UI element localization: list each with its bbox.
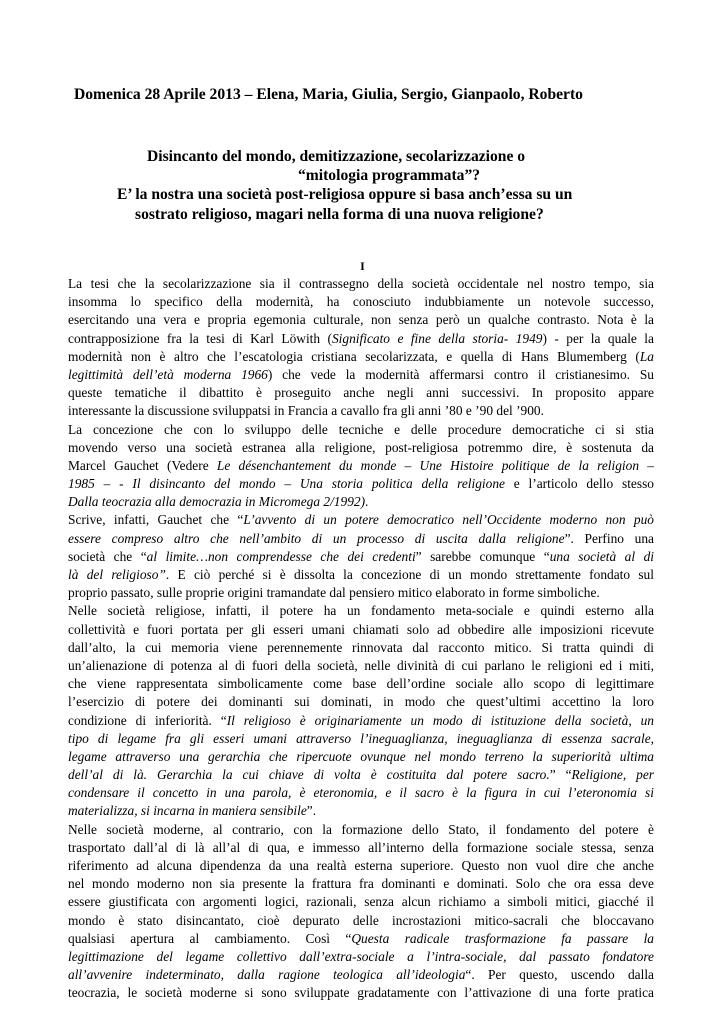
text-line: Scrive, infatti, Gauchet che “L’avvento di un potere democratico nell’Occidente moderno non può — [68, 512, 654, 528]
text-line: riferimento ad alcuna dipendenza da una realtà esterna superiore. Questo non vuol dire che anche — [68, 858, 654, 873]
paragraph-4 — [68, 602, 654, 820]
paragraph-5 — [68, 821, 654, 1003]
text-line: Dalla teocrazia alla democrazia in Micromega 2/1992). — [68, 494, 369, 510]
paragraph-2 — [68, 421, 654, 512]
text-line: Nelle società moderne, al contrario, con la formazione dello Stato, il fondamento del potere è — [68, 821, 654, 837]
text-line: interessante la discussione sviluppatsi in Francia a cavallo fra gli anni ’80 e ’90 del ’900. — [68, 403, 544, 419]
text-line: legittimità dell’età moderna 1966) che vede la modernità affermarsi contro il cristianesimo. Su — [68, 366, 654, 382]
text-line: modernità non è altro che l’escatologia cristiana secolarizzata, e quella di Hans Blumemberg (La — [68, 348, 654, 364]
text-line: contrapposizione fra la tesi di Karl Löwith (Significato e fine della storia- 1949) - per la quale la — [68, 330, 654, 346]
text-line: là del religioso”. E ciò perché si è dissolta la concezione di un mondo strettamente fondato sul — [68, 567, 654, 582]
text-line: esercitando una vera e propria egemonia culturale, non senza però un qualche contrasto. Nota è la — [68, 312, 654, 328]
text-line: trasportato dall’al di là all’al di qua, e immesso all’interno della formazione sociale stessa, senza — [68, 839, 654, 855]
text-line: essere compreso altro che nell’ambito di un processo di uscita dalla religione”. Perfino una — [68, 530, 654, 546]
title-line-3: E’ la nostra una società post-religiosa oppure si basa anch’essa su un — [117, 186, 573, 203]
text-line: mondo è stato disincantato, cioè depurato delle incrostazioni mitico-sacrali che bloccavano — [68, 912, 654, 928]
text-line: l’esercizio di potere dei dominanti sui dominati, in modo che quest’ultimi accettino la loro — [68, 694, 654, 710]
text-line: legame attraverso una gerarchia che ripercuote ovunque nel mondo terreno la superiorità ultima — [68, 748, 654, 764]
text-line: società che “al limite…non comprendesse che dei credenti” sarebbe comunque “una società al di — [68, 548, 654, 564]
paragraph-1 — [68, 275, 654, 421]
text-line: tipo di legame fra gli esseri umani attraverso l’ineguaglianza, ineguaglianza di essenza sacrale, — [68, 730, 654, 746]
text-line: Marcel Gauchet (Vedere Le désenchantement du monde – Une Histoire politique de la religion – — [68, 457, 654, 473]
text-line: teocrazia, le società moderne si sono sviluppate gradatamente con l’attivazione di una forte pratica — [68, 985, 654, 1001]
text-line: nel mondo moderno non sia presente la frattura fra dominanti e dominati. Solo che ora essa deve — [68, 876, 654, 892]
text-line: La concezione che con lo sviluppo delle tecniche e delle procedure democratiche ci si stia — [68, 421, 654, 437]
text-line: queste tematiche il dibattito è proseguito anche negli anni successivi. In proposito appare — [68, 385, 654, 401]
text-line: condizione di inferiorità. “Il religioso è originariamente un modo di istituzione della società, un — [68, 712, 654, 728]
text-line: che viene rappresentata simbolicamente come base dell’ordine sociale allo scopo di legittimare — [68, 676, 654, 692]
title-line-4: sostrato religioso, magari nella forma di una nuova religione? — [135, 206, 544, 223]
document-header: Domenica 28 Aprile 2013 – Elena, Maria, Giulia, Sergio, Gianpaolo, Roberto — [74, 86, 583, 103]
text-line: materializza, si incarna in maniera sensibile”. — [68, 803, 317, 819]
text-line: collettività e fuori portata per gli esseri umani chiamati solo ad obbedire alle imposizioni ricevute — [68, 621, 654, 637]
text-line: movendo verso una società estranea alla religione, post-religiosa potremmo dire, è sostenuta da — [68, 439, 654, 455]
text-line: dall’alto, la cui memoria viene perennemente rinnovata dal racconto mitico. Si tratta quindi di — [68, 639, 654, 655]
text-line: legittimazione del legame collettivo dall’extra-sociale a l’intra-sociale, dal passato fondatore — [68, 948, 654, 964]
text-line: all’avvenire indeterminato, dalla ragione teologica all’ideologia“. Per questo, uscendo dalla — [68, 967, 654, 983]
text-line: dell’al di là. Gerarchia la cui chiave di volta è costituita dal potere sacro.” “Religione, per — [68, 767, 654, 783]
section-number: I — [360, 259, 365, 273]
text-line: 1985 – - Il disincanto del mondo – Una storia politica della religione e l’articolo dello stesso — [68, 476, 654, 492]
document-body — [68, 275, 654, 1003]
title-line-1: Disincanto del mondo, demitizzazione, secolarizzazione o — [147, 148, 526, 165]
text-line: essere giustificata con argomenti logici, razionali, senza alcun richiamo a simboli mitici, giacché il — [68, 894, 654, 910]
paragraph-3 — [68, 511, 654, 602]
text-line: qualsiasi apertura al cambiamento. Così “Questa radicale trasformazione fa passare la — [68, 930, 654, 946]
text-line: La tesi che la secolarizzazione sia il contrassegno della società occidentale nel nostro tempo, sia — [68, 276, 654, 291]
text-line: insomma lo specifico della modernità, ha conosciuto indubbiamente un notevole successo, — [68, 294, 654, 310]
text-line: condensare il concetto in una parola, è eteronomia, e il sacro è la figura in cui l’eteronomia si — [68, 785, 654, 801]
text-line: proprio passato, sulle proprie origini tramandate dal pensiero mitico elaborato in forme simboliche. — [68, 585, 600, 601]
text-line: Nelle società religiose, infatti, il potere ha un fondamento meta-sociale e quindi esterno alla — [68, 603, 654, 619]
text-line: un’alienazione di potenza al di fuori della società, nelle divinità di cui parlano le religioni ed i miti, — [68, 657, 654, 673]
title-line-2: “mitologia programmata”? — [298, 167, 481, 184]
